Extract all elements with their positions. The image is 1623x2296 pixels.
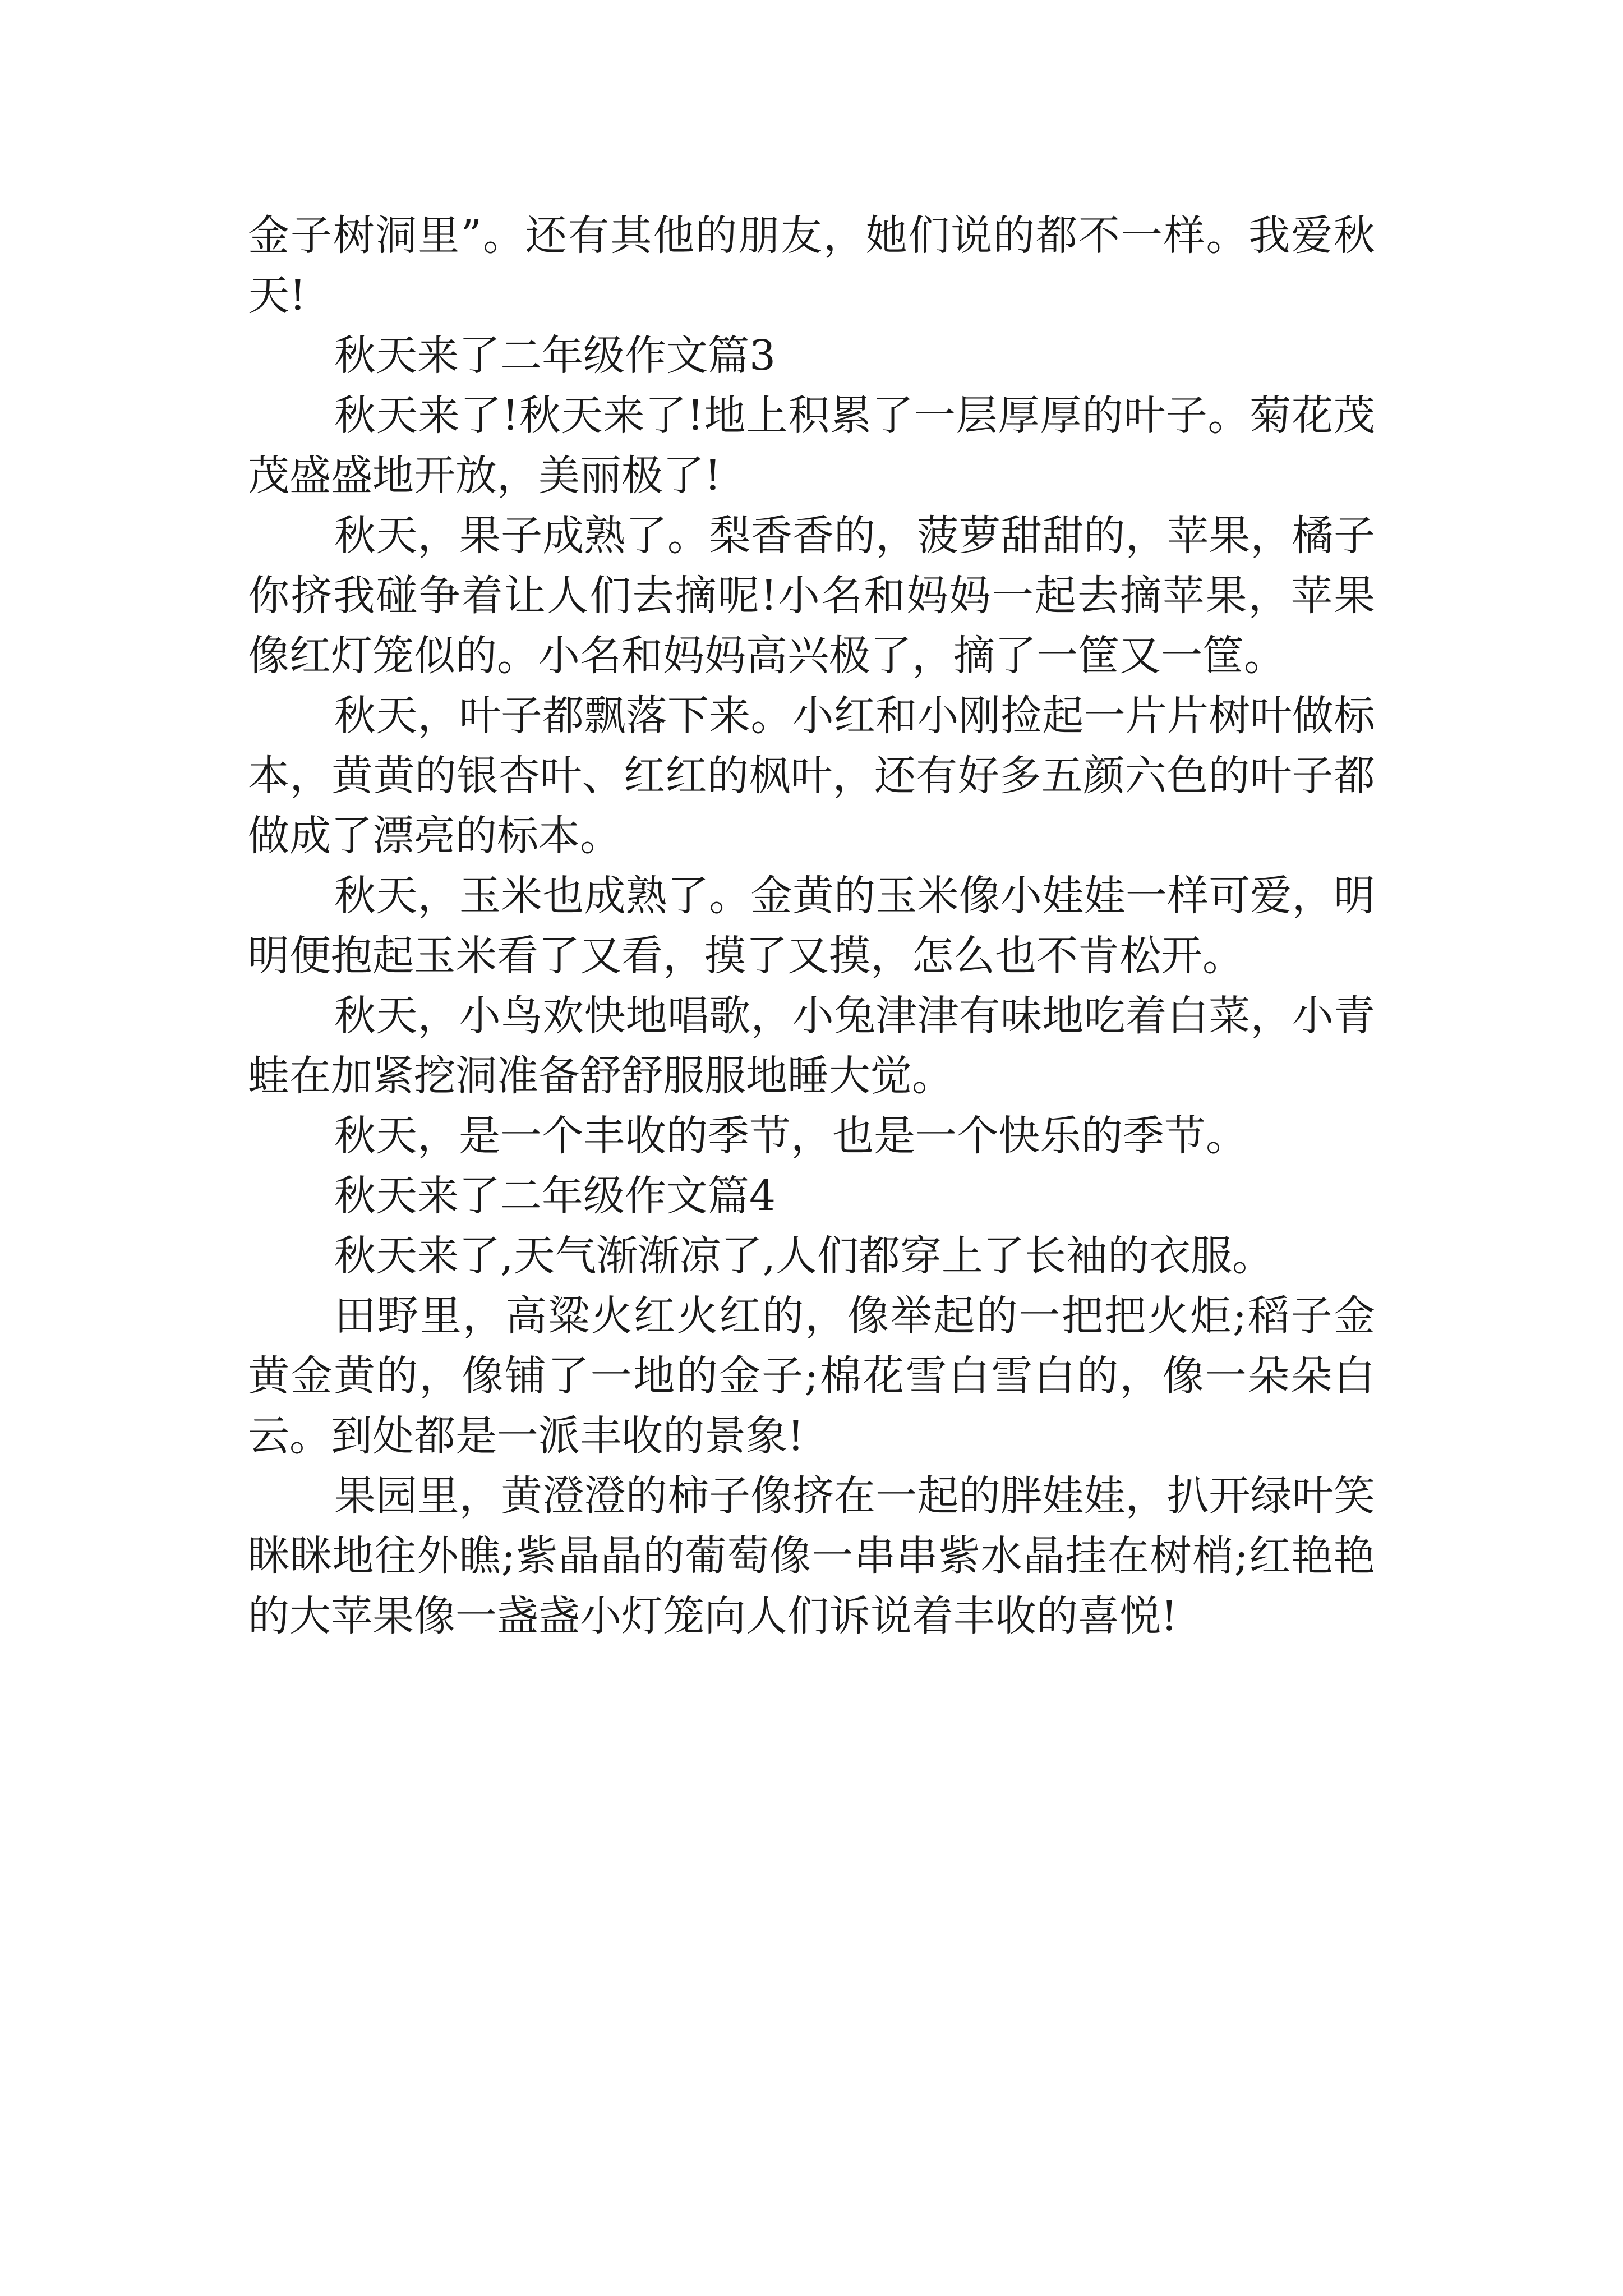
paragraph: 秋天来了!秋天来了!地上积累了一层厚厚的叶子。菊花茂茂盛盛地开放，美丽极了! bbox=[248, 392, 1375, 500]
essay-heading-4: 秋天来了二年级作文篇4 bbox=[334, 1172, 776, 1220]
document-body bbox=[248, 206, 1375, 1646]
paragraph: 果园里，黄澄澄的柿子像挤在一起的胖娃娃，扒开绿叶笑眯眯地往外瞧;紫晶晶的葡萄像一串串紫水晶挂在树梢;红艳艳的大苹果像一盏盏小灯笼向人们诉说着丰收的喜悦! bbox=[248, 1472, 1375, 1640]
paragraph: 秋天来了,天气渐渐凉了,人们都穿上了长袖的衣服。 bbox=[334, 1232, 1274, 1280]
essay-heading-3: 秋天来了二年级作文篇3 bbox=[334, 332, 776, 380]
paragraph: 秋天，叶子都飘落下来。小红和小刚捡起一片片树叶做标本，黄黄的银杏叶、红红的枫叶，还有好多五颜六色的叶子都做成了漂亮的标本。 bbox=[248, 692, 1375, 860]
paragraph: 秋天，玉米也成熟了。金黄的玉米像小娃娃一样可爱，明明便抱起玉米看了又看，摸了又摸，怎么也不肯松开。 bbox=[248, 872, 1375, 980]
paragraph: 秋天，小鸟欢快地唱歌，小兔津津有味地吃着白菜，小青蛙在加紧挖洞准备舒舒服服地睡大觉。 bbox=[248, 992, 1375, 1100]
paragraph: 田野里，高粱火红火红的，像举起的一把把火炬;稻子金黄金黄的，像铺了一地的金子;棉花雪白雪白的，像一朵朵白云。到处都是一派丰收的景象! bbox=[248, 1292, 1375, 1460]
paragraph: 秋天，是一个丰收的季节，也是一个快乐的季节。 bbox=[334, 1112, 1247, 1160]
paragraph-continuation: 金子树洞里”。还有其他的朋友，她们说的都不一样。我爱秋天! bbox=[248, 211, 1375, 320]
paragraph: 秋天，果子成熟了。梨香香的，菠萝甜甜的，苹果，橘子你挤我碰争着让人们去摘呢!小名和妈妈一起去摘苹果，苹果像红灯笼似的。小名和妈妈高兴极了，摘了一筐又一筐。 bbox=[248, 512, 1375, 680]
